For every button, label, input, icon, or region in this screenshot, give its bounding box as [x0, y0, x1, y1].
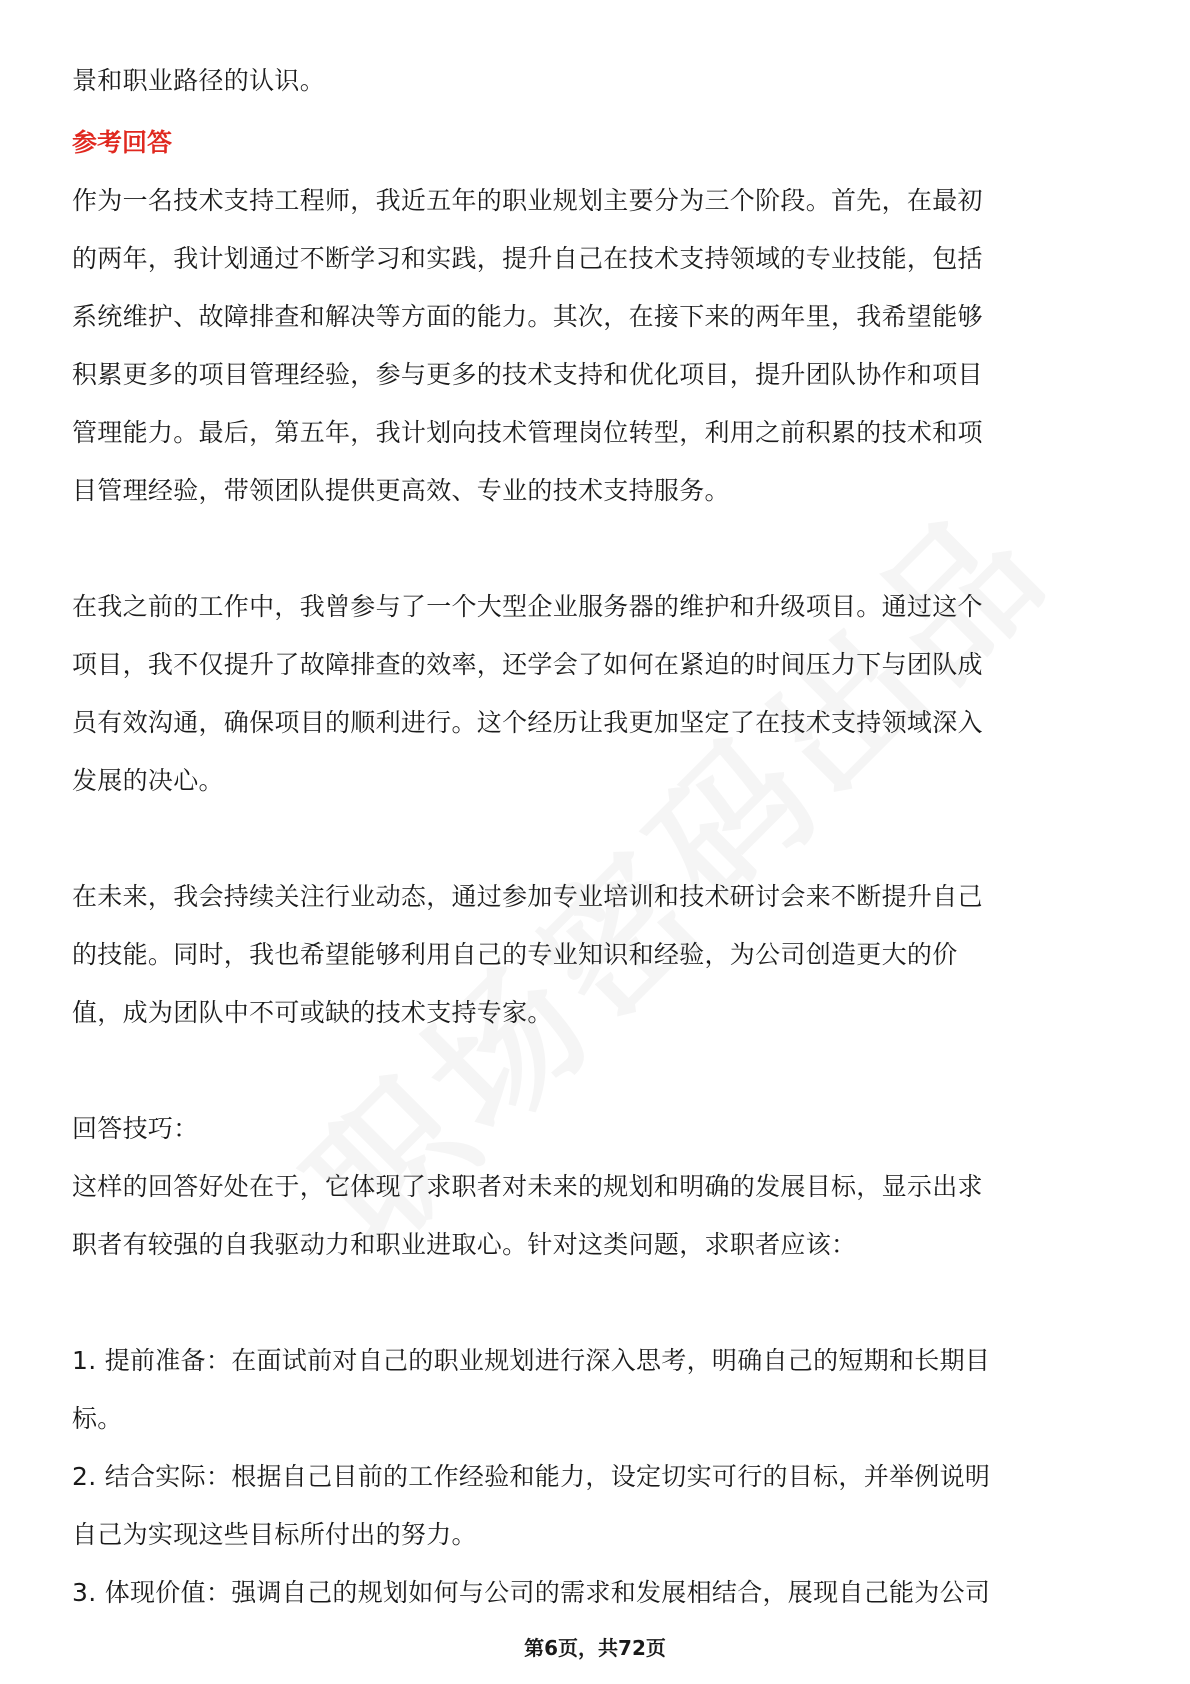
paragraph-line: 值，成为团队中不可或缺的技术支持专家。 — [72, 998, 553, 1027]
document-page — [72, 52, 1118, 1622]
list-item: 2. 结合实际：根据自己目前的工作经验和能力，设定切实可行的目标，并举例说明 — [72, 1462, 991, 1491]
paragraph-line: 员有效沟通，确保项目的顺利进行。这个经历让我更加坚定了在技术支持领域深入 — [72, 708, 983, 737]
paragraph-line: 发展的决心。 — [72, 766, 224, 795]
list-item: 3. 体现价值：强调自己的规划如何与公司的需求和发展相结合，展现自己能为公司 — [72, 1578, 991, 1607]
paragraph-line: 积累更多的项目管理经验，参与更多的技术支持和优化项目，提升团队协作和项目 — [72, 360, 983, 389]
paragraph-line: 的两年，我计划通过不断学习和实践，提升自己在技术支持领域的专业技能，包括 — [72, 244, 983, 273]
answer-paragraph-2 — [72, 578, 1118, 810]
answer-heading: 参考回答 — [72, 128, 173, 157]
paragraph-gap — [72, 810, 1118, 868]
paragraph-line: 的技能。同时，我也希望能够利用自己的专业知识和经验，为公司创造更大的价 — [72, 940, 958, 969]
page-number-footer: 第6页，共72页 — [524, 1636, 666, 1660]
paragraph-gap — [72, 520, 1118, 578]
answer-paragraph-3 — [72, 868, 1118, 1042]
paragraph-line: 在未来，我会持续关注行业动态，通过参加专业培训和技术研讨会来不断提升自己 — [72, 882, 983, 911]
intro-tail-line: 景和职业路径的认识。 — [72, 66, 326, 95]
tips-list — [72, 1332, 1118, 1622]
list-item-continuation: 自己为实现这些目标所付出的努力。 — [72, 1520, 477, 1549]
paragraph-line: 目管理经验，带领团队提供更高效、专业的技术支持服务。 — [72, 476, 730, 505]
paragraph-line: 作为一名技术支持工程师，我近五年的职业规划主要分为三个阶段。首先，在最初 — [72, 186, 983, 215]
paragraph-line: 这样的回答好处在于，它体现了求职者对未来的规划和明确的发展目标，显示出求 — [72, 1172, 983, 1201]
paragraph-line: 系统维护、故障排查和解决等方面的能力。其次，在接下来的两年里，我希望能够 — [72, 302, 983, 331]
tips-label: 回答技巧： — [72, 1114, 199, 1143]
list-item: 1. 提前准备：在面试前对自己的职业规划进行深入思考，明确自己的短期和长期目 — [72, 1346, 991, 1375]
paragraph-gap — [72, 1274, 1118, 1332]
paragraph-gap — [72, 1042, 1118, 1100]
paragraph-line: 职者有较强的自我驱动力和职业进取心。针对这类问题，求职者应该： — [72, 1230, 857, 1259]
paragraph-line: 管理能力。最后，第五年，我计划向技术管理岗位转型，利用之前积累的技术和项 — [72, 418, 983, 447]
tips-intro — [72, 1158, 1118, 1274]
answer-paragraph-1 — [72, 172, 1118, 520]
paragraph-line: 在我之前的工作中，我曾参与了一个大型企业服务器的维护和升级项目。通过这个 — [72, 592, 983, 621]
paragraph-line: 项目，我不仅提升了故障排查的效率，还学会了如何在紧迫的时间压力下与团队成 — [72, 650, 983, 679]
list-item-continuation: 标。 — [72, 1404, 123, 1433]
